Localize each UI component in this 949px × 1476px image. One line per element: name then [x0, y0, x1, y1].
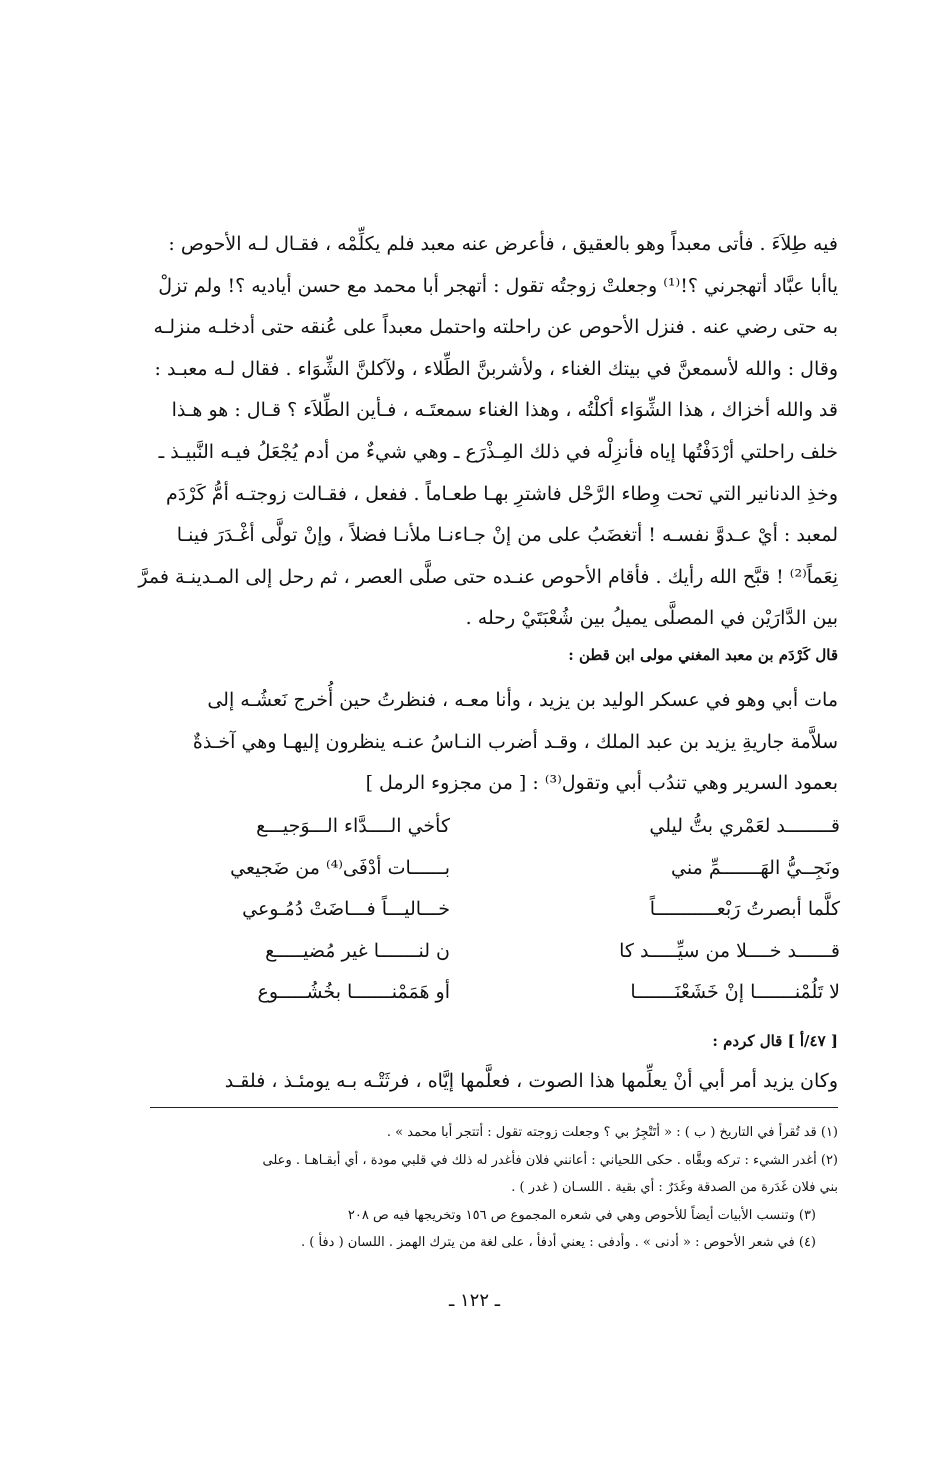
poem-verse [120, 940, 840, 982]
page-number: ـ ١٢٢ ـ [448, 1290, 500, 1311]
footnote: (٤) في شعر الأحوص : « أدنى » . وأدفى : يعني أدفأ ، على لغة من يترك الهمز . اللسان ( دفأ ) . [301, 1235, 816, 1250]
narrative-line: مات أبي وهو في عسكر الوليد بن يزيد ، وأنا معـه ، فنظرتُ حين أُخرج نَعشُـه إلى [207, 689, 838, 711]
prose-line: وخذِ الدنانير التي تحت وِطاء الرَّحْل فاشترِ بهـا طعـاماً . ففعل ، فقـالت زوجتـه أمُّ كَرْدَم [166, 482, 838, 505]
poem [120, 815, 840, 1023]
prose-line: نِعَماً⁽²⁾ ! قبَّح الله رأيك . فأقام الأحوص عنـده حتى صلَّى العصر ، ثم رحل إلى المـدينـة فمرَّ [138, 565, 838, 588]
first-hemistich: كلَّما أبصرتُ رَبْعـــــــــــاً [649, 898, 840, 920]
poem-verse [120, 857, 840, 899]
footnotes [102, 1119, 838, 1257]
second-hemistich: بــــــات أدْفَى⁽⁴⁾ من ضَجيعي [230, 856, 450, 879]
folio-heading: [ ٤٧/أ ] قال كردم : [712, 1032, 838, 1050]
prose-line: به حتى رضي عنه . فنزل الأحوص عن راحلته واحتمل معبداً على عُنقه حتى أدخلـه منزلـه [153, 316, 838, 339]
opening-prose [102, 224, 838, 640]
footnote: (٣) وتنسب الأبيات أيضاً للأحوص وهي في شعره المجموع ص ١٥٦ وتخريجها فيه ص ٢٠٨ [347, 1207, 816, 1223]
footnote-divider [150, 1107, 838, 1108]
prose-line: فيه طِلاَءَ . فأتى معبداً وهو بالعقيق ، فأعرض عنه معبد فلم يكلِّمْه ، فقـال لـه الأحوص : [168, 233, 838, 255]
first-hemistich: قــــــــد لعَمْري بتُّ ليلي [649, 815, 840, 837]
narrative-line: سلاَّمة جاريةِ يزيد بن عبد الملك ، وقـد أضرب النـاسُ عنـه ينظرون إليهـا وهي آخـذةٌ [192, 730, 838, 753]
prose-line: بين الدَّارَيْن في المصلَّى يميلُ بين شُعْبَتَيْ رحله . [465, 607, 838, 630]
first-hemistich: قــــــد خــــلا من سيِّـــــد كا [619, 939, 840, 962]
closing-prose [102, 1061, 838, 1103]
prose-line: وقال : والله لأسمعنَّ في بيتك الغناء ، ولأشربنَّ الطِّلاء ، ولآكلنَّ الشِّوَاء . فقال لـه معبـد : [154, 357, 838, 380]
prose-line: قد والله أخزاك ، هذا الشِّوَاء أكلْتُه ، وهذا الغناء سمعتَـه ، فـأين الطِّلاَء ؟ قـال : هو هـذا [171, 399, 838, 422]
second-hemistich: أو هَمَمْنـــــــا بخُشُـــــوع [257, 981, 450, 1003]
footnote: (٢) أغدر الشيء : تركه وبقَّاه . حكى اللحياني : أعانني فلان فأغدر له ذلك في قلبي مودة ، أي أبقـاهـا . وعلى [262, 1152, 838, 1168]
prose-line: ياأبا عبَّاد أتهجرني ؟!⁽¹⁾ وجعلتْ زوجتُه تقول : أتهجر أبا محمد مع حسن أياديه ؟! ولم تزلْ [158, 274, 838, 297]
footnote: (١) قد تُقرأ في التاريخ ( ب ) : « أتَتْجِرُ بي ؟ وجعلت زوجته تقول : أتتجر أبا محمد » . [386, 1125, 838, 1140]
second-hemistich: كأخي الــــدَّاء الـــوَجيـــع [256, 815, 450, 837]
first-hemistich: ونَجِــيُّ الهَـــــــمِّ مني [671, 856, 840, 879]
poem-verse [120, 898, 840, 940]
second-hemistich: خـــاليـــاً فـــاضَتْ دُمُـوعي [242, 898, 450, 920]
closing-line: وكان يزيد أمر أبي أنْ يعلِّمها هذا الصوت ، فعلَّمها إيَّاه ، فرثَتْـه بـه يومئـذ ، فلقـد [224, 1070, 838, 1092]
second-hemistich: ن لنـــــــا غير مُضيـــــع [265, 939, 450, 962]
section-heading: قال كَرْدَم بن معبد المغني مولى ابن قطن : [568, 646, 838, 664]
narrative-prose [102, 680, 838, 805]
first-hemistich: لا تَلُمْنـــــــا إنْ خَشَعْنَـــــــا [630, 981, 840, 1003]
narrative-line: بعمود السرير وهي تندُب أبي وتقول⁽³⁾ : [ من مجزوء الرمل ] [365, 772, 838, 795]
poem-verse [120, 981, 840, 1023]
prose-line: خلف راحلتي أرْدَفْتُها إياه فأنزِلْه في ذلك المِـذْرَع ـ وهي شيءٌ من أدم يُجْعَلُ فيـه النَّبيـذ ـ [158, 440, 838, 463]
prose-line: لمعبد : أيْ عـدوَّ نفسـه ! أتغضَبُ على من إنْ جـاءنـا ملأنـا فضلاً ، وإنْ تولَّى أغْـدَرَ فينـا [176, 524, 838, 547]
poem-verse [120, 815, 840, 857]
footnote-continuation: بني فلان غَدَرة من الصدقة وغَدَرٌ : أي بقية . اللسـان ( غدر ) . [511, 1180, 838, 1195]
